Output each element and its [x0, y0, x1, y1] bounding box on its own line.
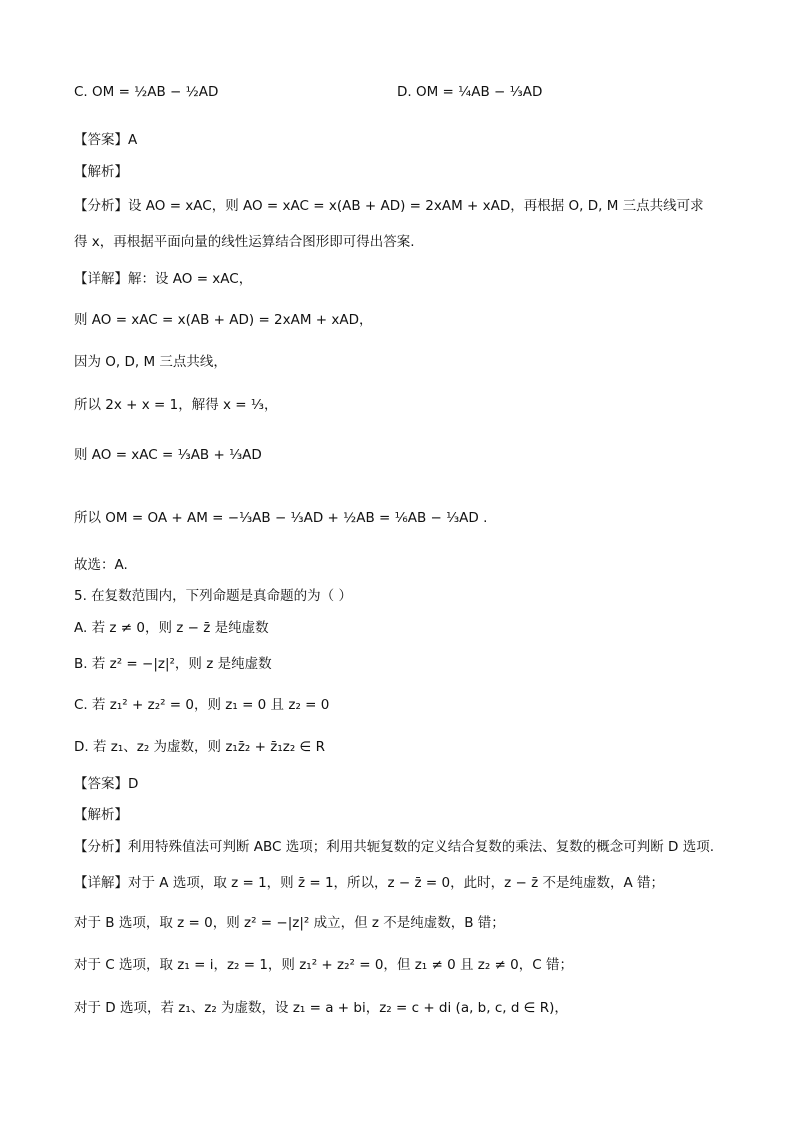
option-c: C. OM = ½AB − ½AD	[74, 84, 219, 100]
question-5-option-c: C. 若 z₁² + z₂² = 0，则 z₁ = 0 且 z₂ = 0	[74, 697, 330, 713]
solution-line-1: 【详解】解：设 AO = xAC，	[74, 271, 253, 287]
analysis-text-1: 【分析】设 AO = xAC，则 AO = xAC = x(AB + AD) = 2xAM + xAD，再根据 O, D, M 三点共线可求	[74, 198, 704, 214]
analysis-label: 【解析】	[74, 164, 128, 180]
solution-line-3: 因为 O, D, M 三点共线，	[74, 354, 227, 370]
question-5-option-b: B. 若 z² = −|z|²，则 z 是纯虚数	[74, 656, 272, 672]
option-d: D. OM = ¼AB − ⅓AD	[397, 84, 543, 100]
choose-answer: 故选：A.	[74, 557, 128, 573]
detail-line-d: 对于 D 选项，若 z₁、z₂ 为虚数，设 z₁ = a + bi，z₂ = c + di (a, b, c, d ∈ R)，	[74, 1000, 568, 1016]
analysis-text-2: 得 x，再根据平面向量的线性运算结合图形即可得出答案.	[74, 234, 415, 250]
detail-line-b: 对于 B 选项，取 z = 0，则 z² = −|z|² 成立，但 z 不是纯虚数，B 错；	[74, 915, 505, 931]
solution-line-6: 所以 OM = OA + AM = −⅓AB − ⅓AD + ½AB = ⅙AB − ⅓AD .	[74, 510, 488, 526]
detail-line-a: 【详解】对于 A 选项，取 z = 1，则 z̄ = 1，所以，z − z̄ = 0，此时，z − z̄ 不是纯虚数，A 错；	[74, 875, 664, 891]
question-5-option-d: D. 若 z₁、z₂ 为虚数，则 z₁z̄₂ + z̄₁z₂ ∈ R	[74, 739, 325, 755]
analysis-label-2: 【解析】	[74, 807, 128, 823]
answer-label: 【答案】A	[74, 132, 138, 148]
solution-line-5: 则 AO = xAC = ⅓AB + ⅓AD	[74, 447, 262, 463]
detail-line-c: 对于 C 选项，取 z₁ = i，z₂ = 1，则 z₁² + z₂² = 0，但 z₁ ≠ 0 且 z₂ ≠ 0，C 错；	[74, 957, 573, 973]
answer-label-2: 【答案】D	[74, 776, 139, 792]
analysis-text-3: 【分析】利用特殊值法可判断 ABC 选项；利用共轭复数的定义结合复数的乘法、复数的概念可判断 D 选项.	[74, 839, 715, 855]
question-5-stem: 5. 在复数范围内，下列命题是真命题的为（ ）	[74, 588, 352, 604]
solution-line-4: 所以 2x + x = 1，解得 x = ⅓，	[74, 397, 278, 413]
question-5-option-a: A. 若 z ≠ 0，则 z − z̄ 是纯虚数	[74, 620, 269, 636]
solution-line-2: 则 AO = xAC = x(AB + AD) = 2xAM + xAD，	[74, 312, 373, 328]
